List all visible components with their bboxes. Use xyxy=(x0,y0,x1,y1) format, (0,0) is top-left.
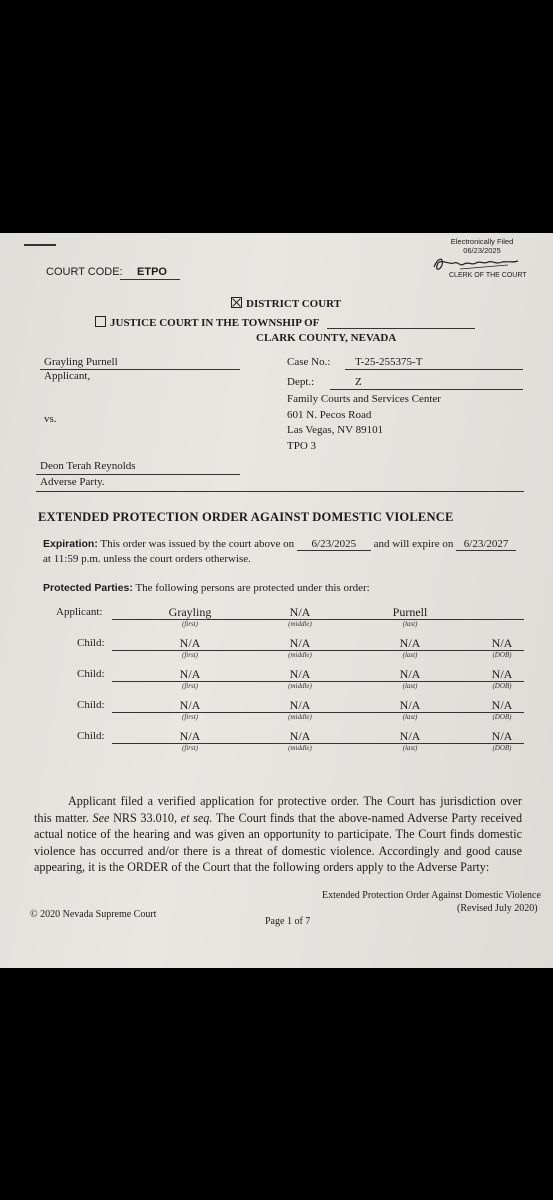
expiration-text-1: This order was issued by the court above on xyxy=(100,538,295,550)
address-line-3: Las Vegas, NV 89101 xyxy=(287,424,384,436)
party-last-caption: (last) xyxy=(402,713,418,721)
party-middle: N/A xyxy=(289,636,311,650)
protected-parties-heading xyxy=(43,582,370,594)
party-middle-caption: (middle) xyxy=(288,620,312,628)
address-line-1: Family Courts and Services Center xyxy=(287,393,441,405)
party-first: N/A xyxy=(179,698,201,712)
district-court-option xyxy=(231,297,341,310)
party-last: N/A xyxy=(399,636,421,650)
party-first: N/A xyxy=(179,667,201,681)
county-label: CLARK COUNTY, NEVADA xyxy=(256,332,397,344)
party-first-caption: (first) xyxy=(182,651,198,659)
party-dob-caption: (DOB) xyxy=(492,713,512,721)
court-code-value: ETPO xyxy=(137,266,167,278)
department-value: Z xyxy=(355,376,362,388)
party-middle: N/A xyxy=(289,729,311,743)
footer-page-number: Page 1 of 7 xyxy=(265,916,311,927)
party-role-label: Applicant: xyxy=(56,606,103,618)
findings-et-seq: et seq. xyxy=(180,810,213,825)
party-last: Purnell xyxy=(392,605,428,619)
party-last: N/A xyxy=(399,729,421,743)
findings-nrs: NRS 33.010, xyxy=(113,810,177,825)
stamp-line-1: Electronically Filed xyxy=(450,237,514,246)
court-document-page xyxy=(0,233,553,968)
vs-label: vs. xyxy=(44,413,57,425)
expiration-line xyxy=(43,538,516,551)
party-first: Grayling xyxy=(168,605,212,619)
party-last-caption: (last) xyxy=(402,620,418,628)
party-last-caption: (last) xyxy=(402,682,418,690)
party-first-caption: (first) xyxy=(182,682,198,690)
findings-see: See xyxy=(92,810,110,825)
party-role-label: Child: xyxy=(77,730,105,742)
justice-court-label: JUSTICE COURT IN THE TOWNSHIP OF xyxy=(110,317,320,329)
party-last: N/A xyxy=(399,667,421,681)
department-label: Dept.: xyxy=(287,376,315,388)
address-line-4: TPO 3 xyxy=(287,439,317,452)
party-middle-caption: (middle) xyxy=(288,651,312,659)
party-middle-caption: (middle) xyxy=(288,744,312,752)
issued-date: 6/23/2025 xyxy=(297,538,371,551)
justice-court-option xyxy=(95,316,319,329)
adverse-party-name: Deon Terah Reynolds xyxy=(40,460,136,472)
district-court-checkbox xyxy=(231,297,242,308)
footer-copyright: © 2020 Nevada Supreme Court xyxy=(30,909,157,920)
stamp-line-2: 06/23/2025 xyxy=(463,246,501,255)
party-first: N/A xyxy=(179,636,201,650)
party-dob: N/A xyxy=(491,729,513,743)
party-middle: N/A xyxy=(289,605,311,619)
party-first-caption: (first) xyxy=(182,620,198,628)
header-dash xyxy=(24,244,56,246)
footer-revised: (Revised July 2020) xyxy=(457,903,538,914)
document-title: EXTENDED PROTECTION ORDER AGAINST DOMESTIC VIOLENCE xyxy=(38,510,454,524)
stamp-clerk: CLERK OF THE COURT xyxy=(449,272,527,279)
court-code-label: COURT CODE: xyxy=(46,266,123,278)
party-first: N/A xyxy=(179,729,201,743)
expiration-label: Expiration: xyxy=(43,538,98,550)
party-first-caption: (first) xyxy=(182,713,198,721)
party-role-label: Child: xyxy=(77,637,105,649)
findings-paragraph xyxy=(34,793,522,876)
expiration-text-2: and will expire on xyxy=(373,538,454,550)
case-number-value: T-25-255375-T xyxy=(355,356,423,368)
party-dob-caption: (DOB) xyxy=(492,651,512,659)
party-last-caption: (last) xyxy=(402,651,418,659)
footer-form-title: Extended Protection Order Against Domestic Violence xyxy=(322,890,541,901)
address-line-2: 601 N. Pecos Road xyxy=(287,408,372,421)
expiry-date: 6/23/2027 xyxy=(456,538,516,551)
case-number-label: Case No.: xyxy=(287,356,331,368)
applicant-role: Applicant, xyxy=(44,370,91,382)
district-court-label: DISTRICT COURT xyxy=(246,298,342,310)
party-middle: N/A xyxy=(289,698,311,712)
party-dob: N/A xyxy=(491,698,513,712)
party-middle-caption: (middle) xyxy=(288,713,312,721)
party-role-label: Child: xyxy=(77,699,105,711)
findings-sentence-2: The Court finds that the above-named Adverse Party received actual notice of the hearing and was given an opportunity to participate. The Court finds domestic violence has occurred and/or there is a threat of domestic violence. Accordingly and good cause appearing, it is the ORDER of the Court that the following orders apply to the Adverse Party: xyxy=(34,810,523,874)
party-dob: N/A xyxy=(491,667,513,681)
party-first-caption: (first) xyxy=(182,744,198,752)
protected-parties-label: Protected Parties: xyxy=(43,582,133,594)
party-dob: N/A xyxy=(491,636,513,650)
party-role-label: Child: xyxy=(77,668,105,680)
party-last: N/A xyxy=(399,698,421,712)
expiration-text-3: at 11:59 p.m. unless the court orders otherwise. xyxy=(43,553,251,565)
party-dob-caption: (DOB) xyxy=(492,744,512,752)
applicant-name: Grayling Purnell xyxy=(44,356,118,368)
adverse-party-role: Adverse Party. xyxy=(40,476,105,488)
findings-sentence-1: Applicant filed a verified application for protective order. The Court has jurisdiction over this xyxy=(34,794,522,825)
party-last-caption: (last) xyxy=(402,744,418,752)
court-address xyxy=(287,392,441,454)
party-middle: N/A xyxy=(289,667,311,681)
party-dob-caption: (DOB) xyxy=(492,682,512,690)
findings-matter: matter. xyxy=(55,810,89,825)
protected-parties-text: The following persons are protected under this order: xyxy=(135,582,370,594)
party-middle-caption: (middle) xyxy=(288,682,312,690)
justice-court-checkbox xyxy=(95,316,106,327)
